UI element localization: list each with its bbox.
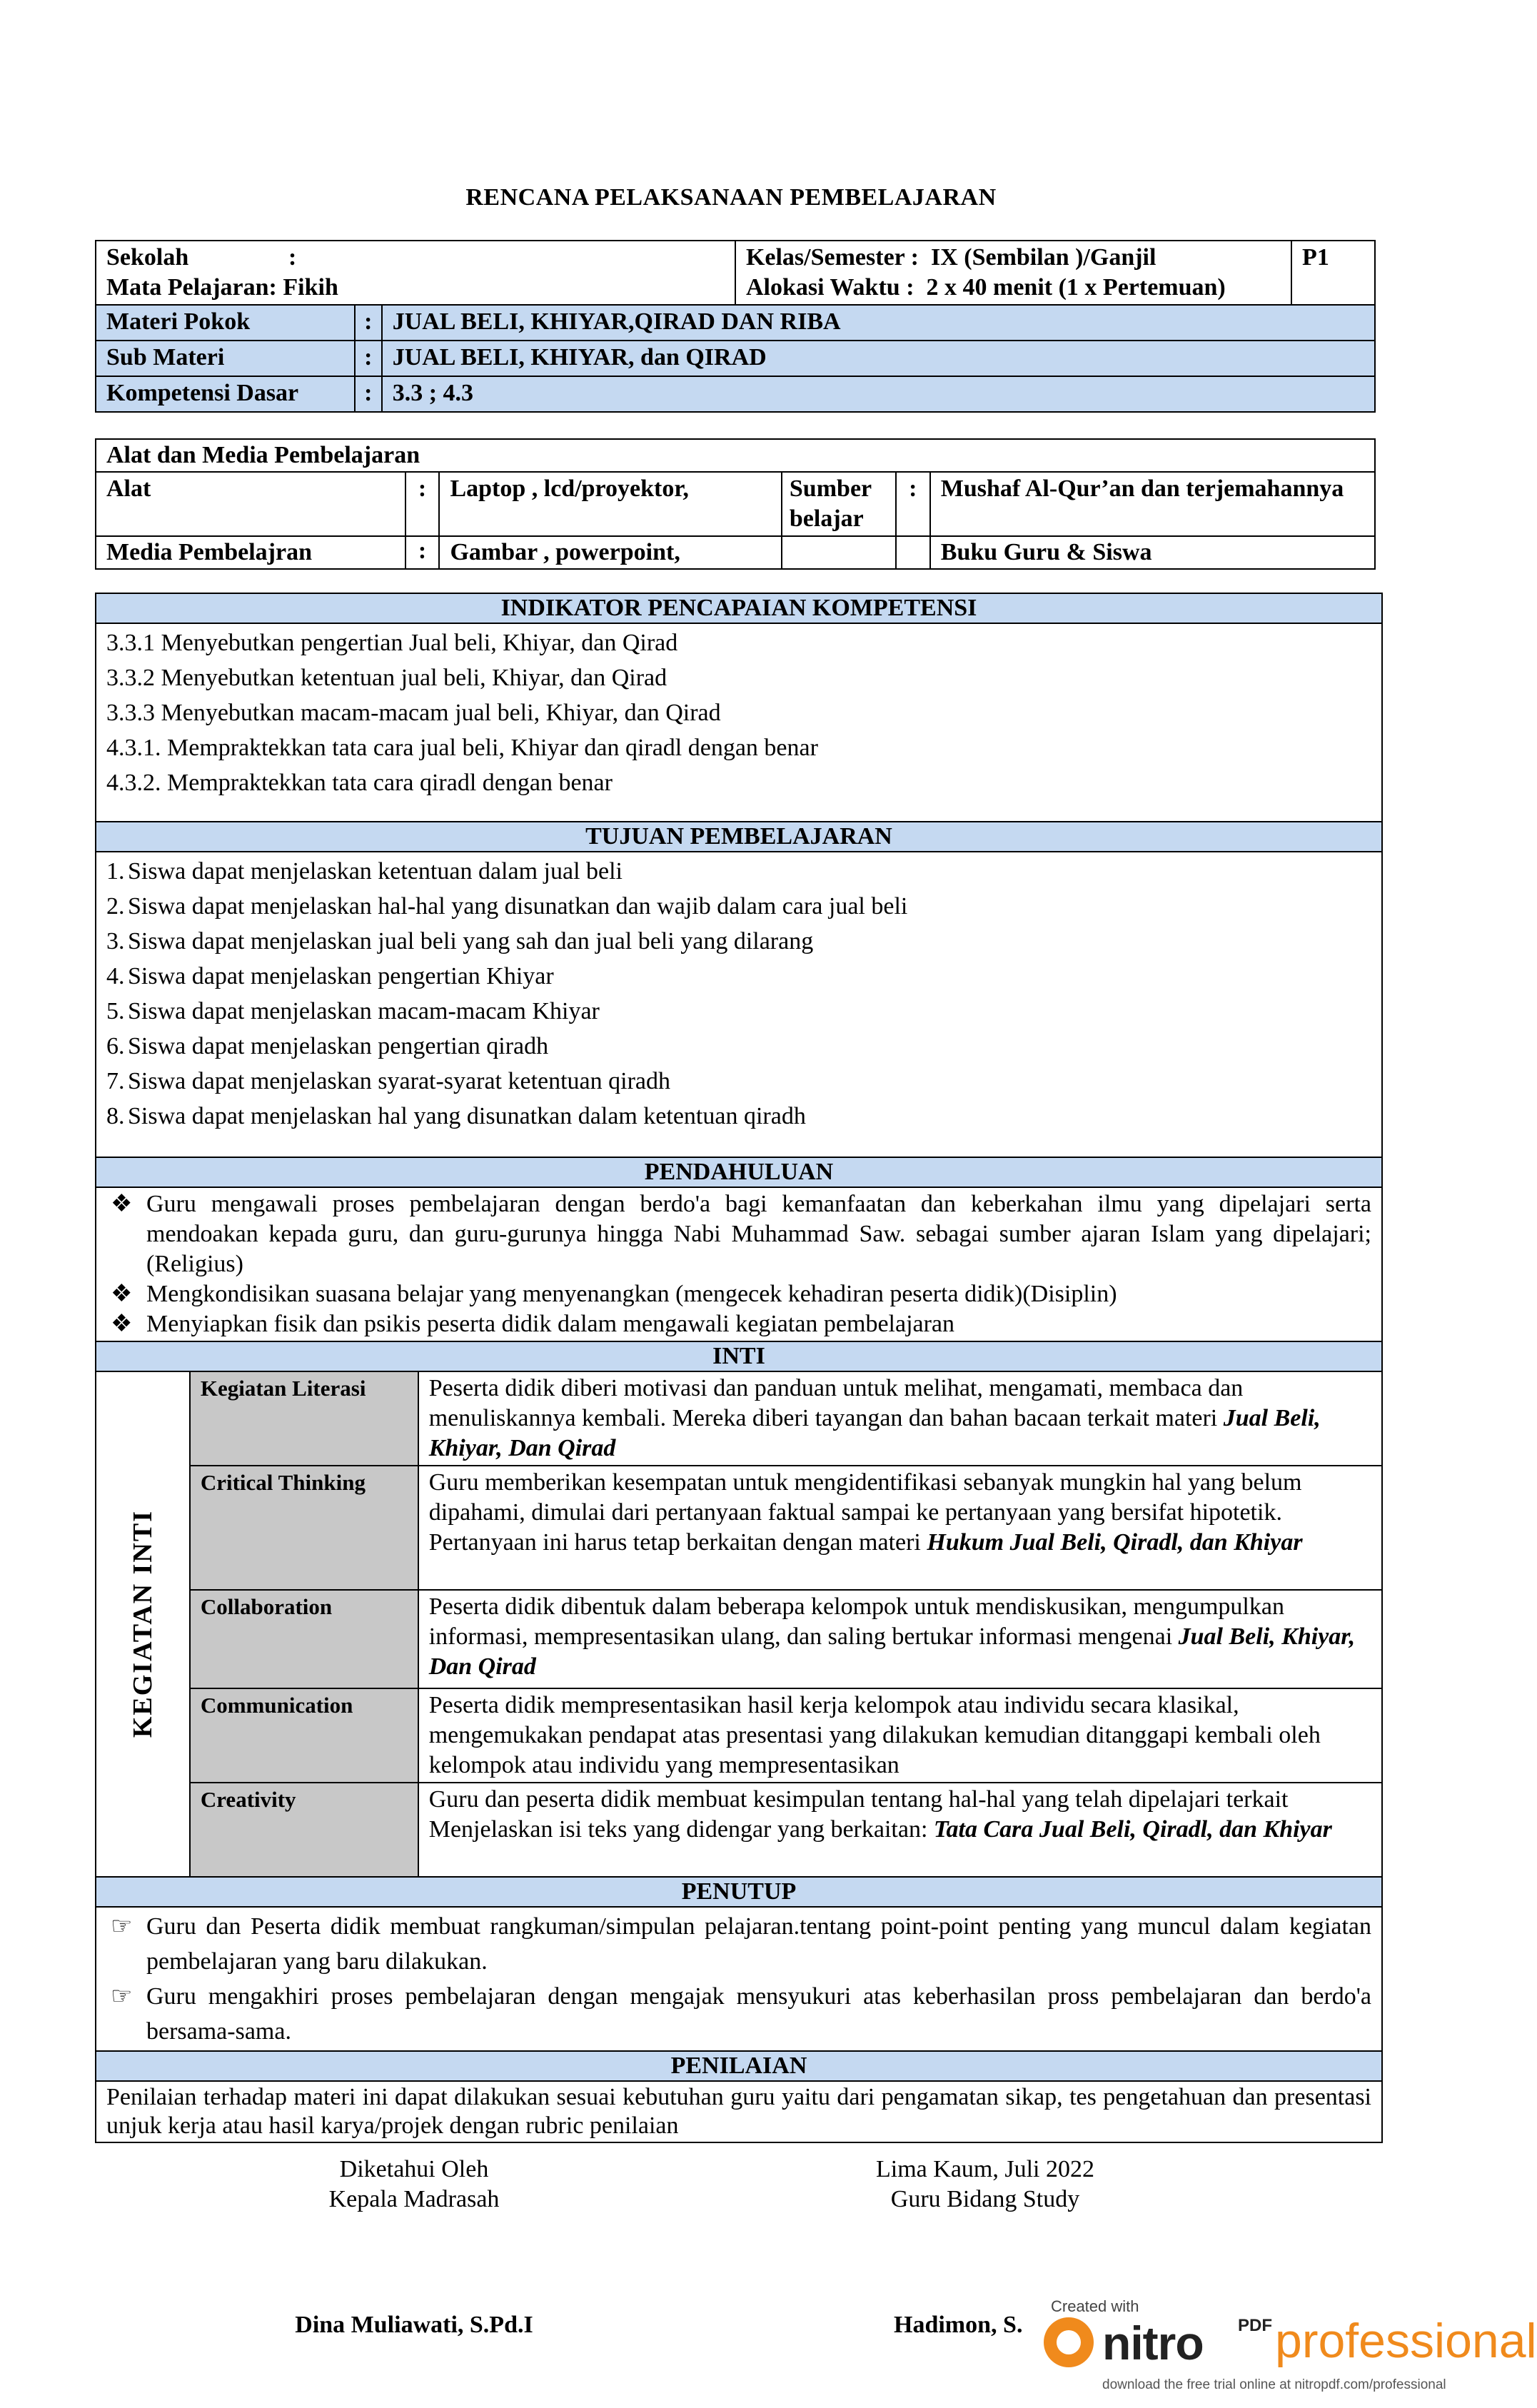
indikator-item: 3.3.2 Menyebutkan ketentuan jual beli, Khiyar, dan Qirad xyxy=(106,665,667,691)
indikator-item: 4.3.1. Mempraktekkan tata cara jual beli, Khiyar dan qiradl dengan benar xyxy=(106,735,818,761)
inti-row-text: Peserta didik mempresentasikan hasil kerja kelompok atau individu secara klasikal, mengemukakan pendapat atas presentasi yang dilakukan kemudian ditanggapi kembali oleh kelompok atau individu yang mempresentasikan xyxy=(418,1688,1382,1783)
sumber-value-2: Buku Guru & Siswa xyxy=(930,536,1375,569)
inti-row-text: Guru memberikan kesempatan untuk mengidentifikasi sebanyak mungkin hal yang belum dipahami, dimulai dari pertanyaan faktual sampai ke pertanyaan yang bersifat hipotetik. Pertanyaan ini harus tetap berkaitan dengan materi Hukum Jual Beli, Qiradl, dan Khiyar xyxy=(418,1466,1382,1590)
pendahuluan-heading: PENDAHULUAN xyxy=(96,1157,1382,1187)
empty-cell xyxy=(896,536,930,569)
kelas-label: Kelas/Semester xyxy=(745,244,905,271)
pendahuluan-item: ❖ Mengkondisikan suasana belajar yang menyenangkan (mengecek kehadiran peserta didik)(Disiplin) xyxy=(111,1281,1117,1307)
identity-table xyxy=(95,240,1376,413)
tujuan-item: 2. Siswa dapat menjelaskan hal-hal yang disunatkan dan wajib dalam cara jual beli xyxy=(106,893,908,920)
indikator-item: 3.3.1 Menyebutkan pengertian Jual beli, Khiyar, dan Qirad xyxy=(106,630,678,656)
nitro-pdf-mark: PDF xyxy=(1238,2316,1272,2335)
sumber-value-1: Mushaf Al-Qur’an dan terjemahannya xyxy=(930,472,1375,536)
inti-row-label: Collaboration xyxy=(190,1590,418,1688)
nitro-brand: nitro xyxy=(1102,2317,1204,2369)
colon: : xyxy=(355,341,382,376)
inti-heading: INTI xyxy=(96,1341,1382,1371)
nitro-watermark xyxy=(1044,2297,1537,2408)
indikator-heading: INDIKATOR PENCAPAIAN KOMPETENSI xyxy=(96,593,1382,623)
kegiatan-inti-side xyxy=(96,1371,190,1877)
inti-row-text: Guru dan peserta didik membuat kesimpulan tentang hal-hal yang telah dipelajari terkait Menjelaskan isi teks yang didengar yang berkaitan: Tata Cara Jual Beli, Qiradl, dan Khiyar xyxy=(418,1783,1382,1877)
media-table xyxy=(95,438,1376,570)
penutup-list xyxy=(106,1909,1371,2049)
alat-value: Laptop , lcd/proyektor, xyxy=(439,472,781,536)
media-value: Gambar , powerpoint, xyxy=(439,536,781,569)
empty-cell xyxy=(782,536,896,569)
tujuan-item: 1. Siswa dapat menjelaskan ketentuan dalam jual beli xyxy=(106,858,623,885)
tujuan-item: 6. Siswa dapat menjelaskan pengertian qiradh xyxy=(106,1033,549,1059)
colon: : xyxy=(355,305,382,341)
nitro-edition: professional xyxy=(1275,2314,1537,2368)
mapel-value: Fikih xyxy=(283,274,338,301)
signature-left-line2: Kepala Madrasah xyxy=(328,2186,500,2212)
identity-left-cell: Sekolah : Mata Pelajaran: Fikih xyxy=(96,241,735,305)
media-heading: Alat dan Media Pembelajaran xyxy=(96,439,1375,472)
penutup-item: ☞ Guru mengakhiri proses pembelajaran dengan mengajak mensyukuri atas keberhasilan pross pembelajaran dan berdo'a bersama-sama. xyxy=(111,1983,1371,2045)
inti-row-label: Communication xyxy=(190,1688,418,1783)
sekolah-label: Sekolah xyxy=(106,244,189,271)
signature-right-block xyxy=(814,2155,1156,2215)
indikator-item: 4.3.2. Mempraktekkan tata cara qiradl dengan benar xyxy=(106,770,613,796)
colon: : xyxy=(405,472,440,536)
inti-row-text: Peserta didik diberi motivasi dan panduan untuk melihat, mengamati, membaca dan menuliskannya kembali. Mereka diberi tayangan dan bahan bacaan terkait materi Jual Beli, Khiyar, Dan Qirad xyxy=(418,1371,1382,1466)
pendahuluan-item: ❖ Guru mengawali proses pembelajaran dengan berdo'a bagi kemanfaatan dan keberkahan ilmu yang dipelajari serta mendoakan kepada guru, dan guru-gurunya hingga Nabi Muhammad Saw. sebagai sumber ajaran Islam yang dipelajari; (Religius) xyxy=(111,1191,1371,1277)
tujuan-item: 3. Siswa dapat menjelaskan jual beli yang sah dan jual beli yang dilarang xyxy=(106,928,814,954)
mapel-label: Mata Pelajaran xyxy=(106,274,269,301)
tujuan-body xyxy=(96,852,1382,1157)
penilaian-heading: PENILAIAN xyxy=(96,2051,1382,2081)
nitro-logo-icon xyxy=(1044,2317,1094,2367)
tujuan-item: 5. Siswa dapat menjelaskan macam-macam Khiyar xyxy=(106,998,600,1024)
signature-left-name: Dina Muliawati, S.Pd.I xyxy=(295,2312,533,2338)
kompetensi-dasar-value: 3.3 ; 4.3 xyxy=(382,376,1375,412)
materi-pokok-value: JUAL BELI, KHIYAR,QIRAD DAN RIBA xyxy=(382,305,1375,341)
kegiatan-inti-label: KEGIATAN INTI xyxy=(127,1510,158,1738)
kelas-value: IX (Sembilan )/Ganjil xyxy=(930,244,1156,271)
colon: : xyxy=(355,376,382,412)
tujuan-list xyxy=(106,854,1371,1134)
tujuan-item: 8. Siswa dapat menjelaskan hal yang disunatkan dalam ketentuan qiradh xyxy=(106,1103,806,1129)
signature-left-block xyxy=(257,2155,571,2215)
penilaian-body: Penilaian terhadap materi ini dapat dilakukan sesuai kebutuhan guru yaitu dari pengamatan sikap, tes pengetahuan dan presentasi unjuk kerja atau hasil karya/projek dengan rubric penilaian xyxy=(96,2081,1382,2142)
pendahuluan-item: ❖ Menyiapkan fisik dan psikis peserta didik dalam mengawali kegiatan pembelajaran xyxy=(111,1311,955,1337)
colon: : xyxy=(405,536,440,569)
penutup-heading: PENUTUP xyxy=(96,1877,1382,1907)
media-label: Media Pembelajran xyxy=(96,536,405,569)
signature-right-line2: Guru Bidang Study xyxy=(890,2186,1080,2212)
indikator-body xyxy=(96,623,1382,822)
sumber-label: Sumber belajar xyxy=(782,472,896,536)
tujuan-heading: TUJUAN PEMBELAJARAN xyxy=(96,822,1382,852)
signature-right-line1: Lima Kaum, Juli 2022 xyxy=(876,2156,1094,2182)
tujuan-item: 4. Siswa dapat menjelaskan pengertian Khiyar xyxy=(106,963,554,989)
document-title: RENCANA PELAKSANAAN PEMBELAJARAN xyxy=(465,184,997,211)
pendahuluan-body xyxy=(96,1187,1382,1341)
inti-row-text: Peserta didik dibentuk dalam beberapa kelompok untuk mendiskusikan, mengumpulkan informasi, mempresentasikan ulang, dan saling bertukar informasi mengenai Jual Beli, Khiyar, Dan Qirad xyxy=(418,1590,1382,1688)
inti-row-label: Creativity xyxy=(190,1783,418,1877)
created-with-text: Created with xyxy=(1051,2297,1139,2315)
kompetensi-dasar-label: Kompetensi Dasar xyxy=(96,376,355,412)
pendahuluan-list xyxy=(106,1189,1371,1339)
indikator-item: 3.3.3 Menyebutkan macam-macam jual beli, Khiyar, dan Qirad xyxy=(106,700,721,726)
alokasi-value: 2 x 40 menit (1 x Pertemuan) xyxy=(926,274,1226,301)
materi-pokok-label: Materi Pokok xyxy=(96,305,355,341)
nitro-download-text: download the free trial online at nitropdf.com/professional xyxy=(1102,2377,1446,2392)
penutup-item: ☞ Guru dan Peserta didik membuat rangkuman/simpulan pelajaran.tentang point-point penting yang muncul dalam kegiatan pembelajaran yang baru dilakukan. xyxy=(111,1913,1371,1975)
sub-materi-value: JUAL BELI, KHIYAR, dan QIRAD xyxy=(382,341,1375,376)
rpp-code: P1 xyxy=(1291,241,1375,305)
plan-table xyxy=(95,593,1383,2143)
inti-row-label: Critical Thinking xyxy=(190,1466,418,1590)
identity-right-cell: Kelas/Semester : IX (Sembilan )/Ganjil Alokasi Waktu : 2 x 40 menit (1 x Pertemuan) xyxy=(735,241,1291,305)
signature-right-name: Hadimon, S. xyxy=(894,2312,1023,2338)
sub-materi-label: Sub Materi xyxy=(96,341,355,376)
penutup-body xyxy=(96,1907,1382,2051)
alat-label: Alat xyxy=(96,472,405,536)
alokasi-label: Alokasi Waktu xyxy=(745,274,900,301)
inti-row-label: Kegiatan Literasi xyxy=(190,1371,418,1466)
tujuan-item: 7. Siswa dapat menjelaskan syarat-syarat ketentuan qiradh xyxy=(106,1068,671,1094)
colon: : xyxy=(896,472,930,536)
signature-left-line1: Diketahui Oleh xyxy=(339,2156,489,2182)
